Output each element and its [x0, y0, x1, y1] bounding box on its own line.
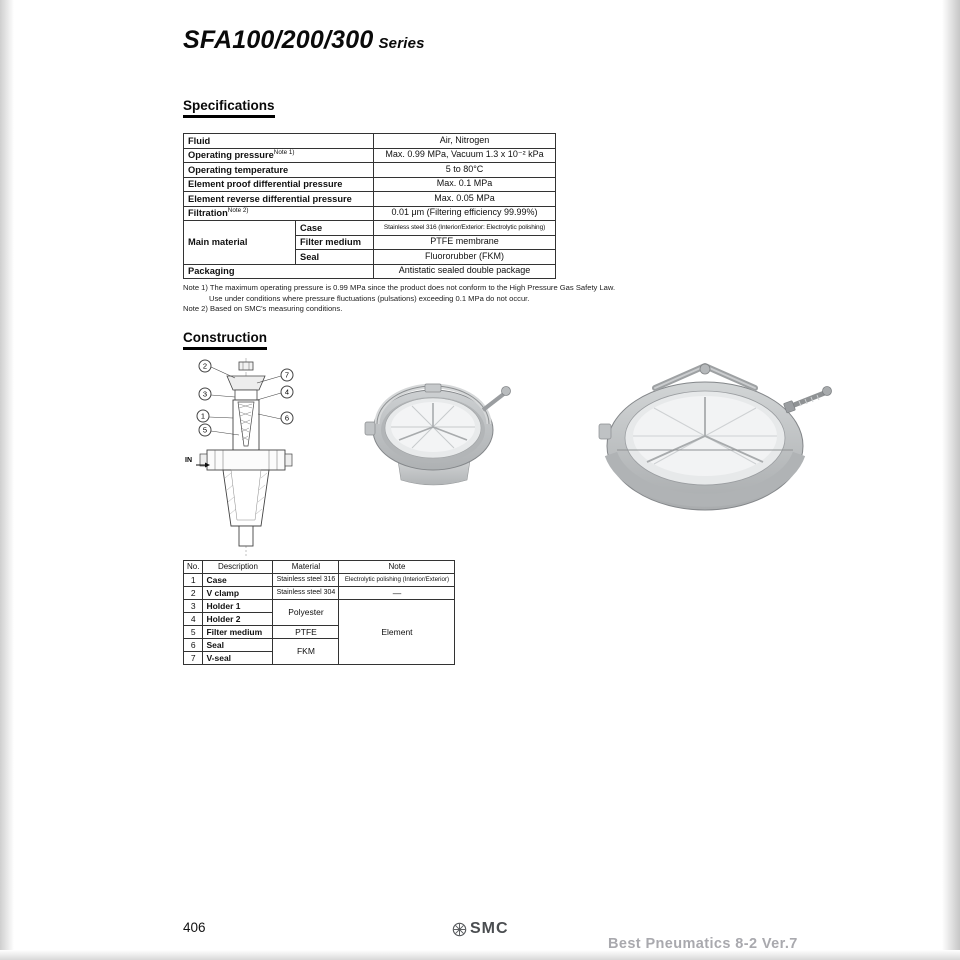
callout-4	[257, 386, 293, 400]
part-description: Case	[203, 574, 273, 587]
footnote-1: Note 1) The maximum operating pressure is 0.99 MPa since the product does not conform to the High Pressure Gas Safety Law.	[183, 283, 616, 292]
part-note: Electrolytic polishing (Interior/Exterior)	[339, 574, 455, 587]
spec-value: Fluororubber (FKM)	[374, 250, 556, 265]
spec-footnotes	[183, 283, 615, 315]
footnote-2: Note 2) Based on SMC's measuring conditions.	[183, 304, 343, 314]
smc-logo-icon	[452, 922, 467, 937]
callout-1	[197, 410, 233, 422]
edition-watermark: Best Pneumatics 8-2 Ver.7	[608, 936, 798, 952]
callout-6	[258, 412, 293, 424]
spec-label-main-material: Main material	[184, 221, 296, 265]
svg-text:1: 1	[200, 411, 206, 421]
in-label: IN	[185, 457, 192, 464]
part-description: Holder 1	[203, 600, 273, 613]
construction-drawing	[183, 356, 309, 558]
parts-row-case	[184, 574, 455, 587]
specifications-heading: Specifications	[183, 98, 275, 118]
part-description: V clamp	[203, 587, 273, 600]
part-material: Polyester	[273, 600, 339, 626]
spec-row-fluid	[184, 134, 556, 149]
product-photo-small	[355, 378, 515, 496]
spec-value: Stainless steel 316 (Interior/Exterior: Electrolytic polishing)	[374, 221, 556, 236]
specifications-table	[183, 133, 556, 279]
col-header-no: No.	[184, 561, 203, 574]
spec-row-material-case	[184, 221, 556, 236]
svg-text:6: 6	[284, 413, 290, 423]
part-material: FKM	[273, 639, 339, 665]
spec-row-packaging	[184, 264, 556, 279]
spec-value: Max. 0.05 MPa	[374, 192, 556, 207]
spec-row-reverse-pressure	[184, 192, 556, 207]
spec-label: Filtration$^{Note 2)}$	[184, 206, 374, 221]
spec-value: 0.01 μm (Filtering efficiency 99.99%)	[374, 206, 556, 221]
callout-3	[199, 388, 235, 400]
part-description: Seal	[203, 639, 273, 652]
part-no: 6	[184, 639, 203, 652]
part-material: Stainless steel 304	[273, 587, 339, 600]
product-photo-large	[593, 362, 833, 520]
series-code: SFA100/200/300	[183, 26, 374, 54]
scan-edge-left	[0, 0, 14, 960]
part-no: 2	[184, 587, 203, 600]
spec-row-operating-pressure	[184, 148, 556, 163]
part-no: 3	[184, 600, 203, 613]
callout-2	[199, 360, 235, 378]
spec-value: 5 to 80°C	[374, 163, 556, 178]
spec-value: PTFE membrane	[374, 235, 556, 250]
part-no: 5	[184, 626, 203, 639]
spec-row-proof-pressure	[184, 177, 556, 192]
spec-row-filtration	[184, 206, 556, 221]
part-no: 1	[184, 574, 203, 587]
part-material: Stainless steel 316	[273, 574, 339, 587]
part-note: Element	[339, 600, 455, 665]
spec-value: Antistatic sealed double package	[374, 264, 556, 279]
spec-label: Fluid	[184, 134, 374, 149]
spec-label: Operating temperature	[184, 163, 374, 178]
smc-logo-text: SMC	[470, 920, 509, 937]
svg-text:2: 2	[202, 361, 208, 371]
spec-label: Operating pressure$^{Note 1)}$	[184, 148, 374, 163]
spec-value: Air, Nitrogen	[374, 134, 556, 149]
series-word: Series	[378, 35, 425, 52]
page-title	[183, 26, 425, 55]
parts-header-row	[184, 561, 455, 574]
col-header-note: Note	[339, 561, 455, 574]
parts-row-holder-1	[184, 600, 455, 613]
part-description: Filter medium	[203, 626, 273, 639]
spec-value: Max. 0.1 MPa	[374, 177, 556, 192]
part-no: 4	[184, 613, 203, 626]
spec-row-operating-temperature	[184, 163, 556, 178]
part-material: PTFE	[273, 626, 339, 639]
spec-sublabel: Seal	[296, 250, 374, 265]
scan-edge-right	[942, 0, 960, 960]
construction-heading: Construction	[183, 330, 267, 350]
spec-label: Element reverse differential pressure	[184, 192, 374, 207]
note-ref: Note 1)	[273, 149, 295, 157]
part-description: V-seal	[203, 652, 273, 665]
svg-text:4: 4	[284, 387, 290, 397]
part-no: 7	[184, 652, 203, 665]
page-number: 406	[183, 920, 206, 935]
construction-parts-table	[183, 560, 455, 665]
svg-text:3: 3	[202, 389, 208, 399]
parts-row-v-clamp	[184, 587, 455, 600]
spec-label: Element proof differential pressure	[184, 177, 374, 192]
spec-sublabel: Filter medium	[296, 235, 374, 250]
col-header-description: Description	[203, 561, 273, 574]
scan-edge-bottom	[0, 950, 960, 960]
spec-value: Max. 0.99 MPa, Vacuum 1.3 x 10⁻² kPa	[374, 148, 556, 163]
spec-label: Packaging	[184, 264, 374, 279]
footnote-1-continued: Use under conditions where pressure fluctuations (pulsations) exceeding 0.1 MPa do not occur.	[209, 293, 530, 303]
spec-sublabel: Case	[296, 221, 374, 236]
svg-text:7: 7	[284, 370, 290, 380]
col-header-material: Material	[273, 561, 339, 574]
svg-text:5: 5	[202, 425, 208, 435]
part-note: —	[339, 587, 455, 600]
part-description: Holder 2	[203, 613, 273, 626]
note-ref: Note 2)	[227, 207, 249, 215]
smc-logo	[452, 920, 509, 938]
